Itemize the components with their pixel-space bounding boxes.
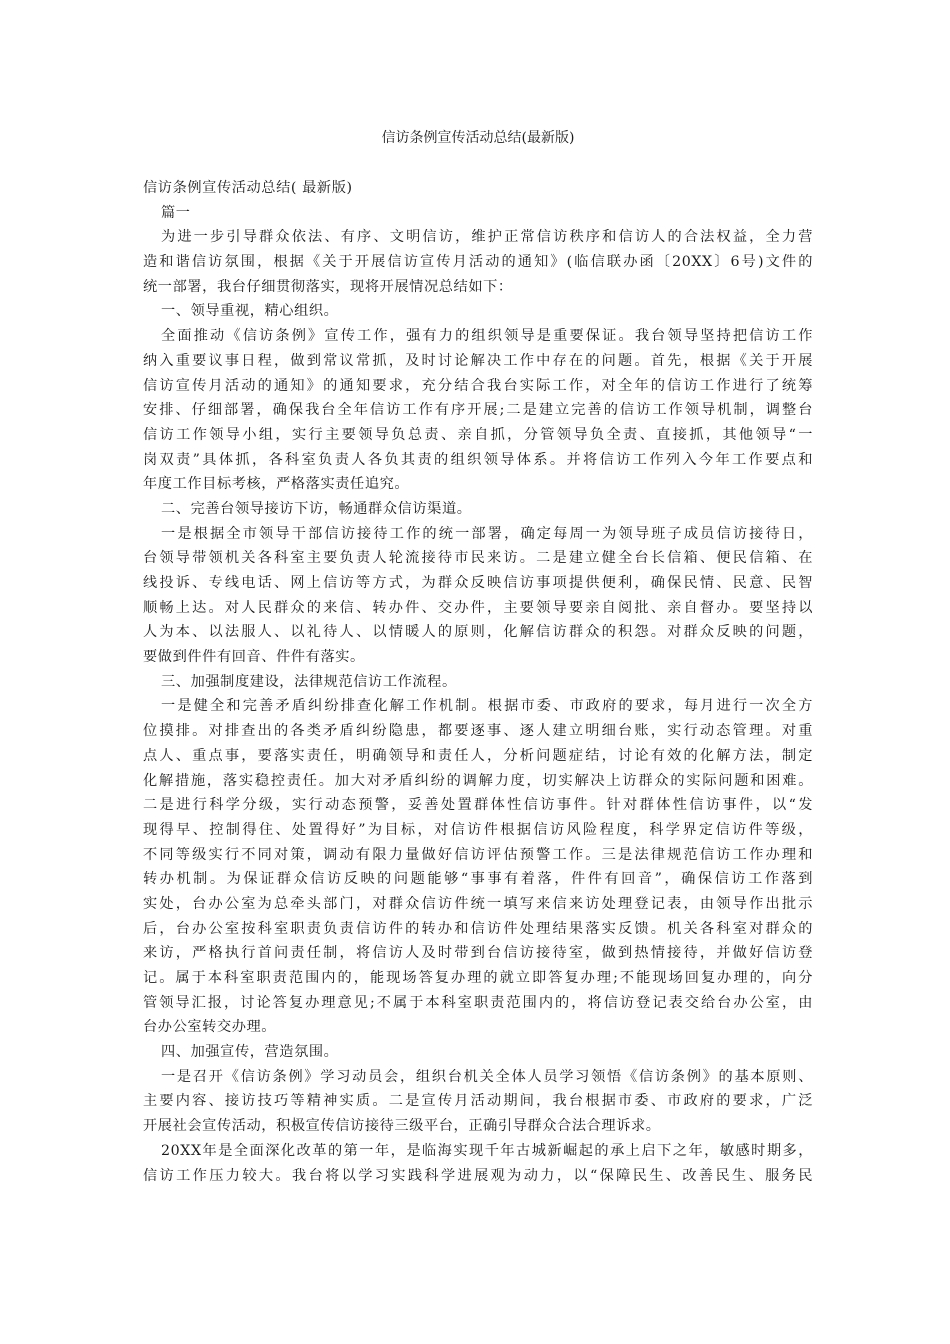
paragraph-line: 不同等级实行不同对策，调动有限力量做好信访评估预警工作。三是法律规范信访工作办理和 xyxy=(143,846,813,863)
paragraph-line: 统一部署，我台仔细贯彻落实，现将开展情况总结如下： xyxy=(143,278,513,295)
paragraph-line: 点人、重点事，要落实责任，明确领导和责任人，分析问题症结，讨论有效的化解方法，制定 xyxy=(143,747,813,764)
paragraph-line: 一、领导重视，精心组织。 xyxy=(161,303,339,320)
paragraph-line: 现得早、控制得住、处置得好”为目标，对信访件根据信访风险程度，科学界定信访件等级， xyxy=(143,821,813,838)
paragraph-line: 转办机制。为保证群众信访反映的问题能够“事事有着落，件件有回音”，确保信访工作落到 xyxy=(143,871,813,888)
paragraph-line: 岗双责”具体抓，各科室负责人各负其责的组织领导体系。并将信访工作列入今年工作要点和 xyxy=(143,451,813,468)
paragraph-line: 为进一步引导群众依法、有序、文明信访，维护正常信访秩序和信访人的合法权益，全力营 xyxy=(161,229,813,246)
paragraph-line: 位摸排。对排查出的各类矛盾纠纷隐患，都要逐事、逐人建立明细台账，实行动态管理。对重 xyxy=(143,723,813,740)
paragraph-line: 信访条例宣传活动总结( 最新版) xyxy=(143,180,353,196)
document-title: 信访条例宣传活动总结(最新版) xyxy=(381,130,575,146)
paragraph-line: 要做到件件有回音、件件有落实。 xyxy=(143,649,365,666)
paragraph-line: 化解措施，落实稳控责任。加大对矛盾纠纷的调解力度，切实解决上访群众的实际问题和困难。 xyxy=(143,772,813,789)
paragraph-line: 一是召开《信访条例》学习动员会，组织台机关全体人员学习领悟《信访条例》的基本原则、 xyxy=(161,1068,813,1085)
paragraph-line: 顺畅上达。对人民群众的来信、转办件、交办件，主要领导要亲自阅批、亲自督办。要坚持以 xyxy=(143,599,813,616)
paragraph-line: 信访宣传月活动的通知》的通知要求，充分结合我台实际工作，对全年的信访工作进行了统筹 xyxy=(143,377,813,394)
paragraph-line: 三、加强制度建设，法律规范信访工作流程。 xyxy=(161,673,457,690)
paragraph-line: 一是根据全市领导干部信访接待工作的统一部署，确定每周一为领导班子成员信访接待日， xyxy=(161,525,813,542)
paragraph-line: 开展社会宣传活动，积极宣传信访接待三级平台，正确引导群众合法合理诉求。 xyxy=(143,1118,661,1135)
paragraph-line: 造和谐信访氛围，根据《关于开展信访宣传月活动的通知》(临信联办函〔20XX〕6号)文件的 xyxy=(143,254,813,271)
paragraph-line: 二、完善台领导接访下访，畅通群众信访渠道。 xyxy=(161,500,472,517)
paragraph-line: 实处，台办公室为总牵头部门，对群众信访件统一填写来信来访处理登记表，由领导作出批示 xyxy=(143,895,813,912)
paragraph-line: 篇一 xyxy=(161,204,191,221)
paragraph-line: 一是健全和完善矛盾纠纷排查化解工作机制。根据市委、市政府的要求，每月进行一次全方 xyxy=(161,698,813,715)
paragraph-line: 线投诉、专线电话、网上信访等方式，为群众反映信访事项提供便利，确保民情、民意、民智 xyxy=(143,575,813,591)
paragraph-line: 安排、仔细部署，确保我台全年信访工作有序开展;二是建立完善的信访工作领导机制，调整台 xyxy=(143,402,813,419)
paragraph-line: 全面推动《信访条例》宣传工作，强有力的组织领导是重要保证。我台领导坚持把信访工作 xyxy=(161,328,813,345)
paragraph-line: 二是进行科学分级，实行动态预警，妥善处置群体性信访事件。针对群体性信访事件，以“发 xyxy=(143,797,813,814)
paragraph-line: 管领导汇报，讨论答复办理意见;不属于本科室职责范围内的，将信访登记表交给台办公室，由 xyxy=(143,994,813,1011)
paragraph-line: 年度工作目标考核，严格落实责任追究。 xyxy=(143,476,410,493)
paragraph-line: 后，台办公室按科室职责负责信访件的转办和信访件处理结果落实反馈。机关各科室对群众的 xyxy=(143,920,813,937)
paragraph-line: 主要内容、接访技巧等精神实质。二是宣传月活动期间，我台根据市委、市政府的要求，广泛 xyxy=(143,1093,813,1110)
paragraph-line: 信访工作领导小组，实行主要领导负总责、亲自抓，分管领导负全责、直接抓，其他领导“一 xyxy=(143,426,813,443)
paragraph-line: 纳入重要议事日程，做到常议常抓，及时讨论解决工作中存在的问题。首先，根据《关于开展 xyxy=(143,352,813,369)
paragraph-line: 来访，严格执行首问责任制，将信访人及时带到台信访接待室，做到热情接待，并做好信访登 xyxy=(143,945,813,962)
paragraph-line: 20XX年是全面深化改革的第一年，是临海实现千年古城新崛起的承上启下之年，敏感时期多， xyxy=(161,1142,813,1159)
paragraph-line: 记。属于本科室职责范围内的，能现场答复办理的就立即答复办理;不能现场回复办理的，向分 xyxy=(143,970,813,986)
paragraph-line: 台领导带领机关各科室主要负责人轮流接待市民来访。二是建立健全台长信箱、便民信箱、在 xyxy=(143,550,813,567)
paragraph-line: 台办公室转交办理。 xyxy=(143,1019,277,1036)
paragraph-line: 四、加强宣传，营造氛围。 xyxy=(161,1044,339,1061)
document-body xyxy=(143,176,813,1188)
paragraph-line: 信访工作压力较大。我台将以学习实践科学进展观为动力，以“保障民生、改善民生、服务民 xyxy=(143,1167,813,1184)
paragraph-line: 人为本、以法服人、以礼待人、以情暖人的原则，化解信访群众的积怨。对群众反映的问题， xyxy=(143,624,813,641)
